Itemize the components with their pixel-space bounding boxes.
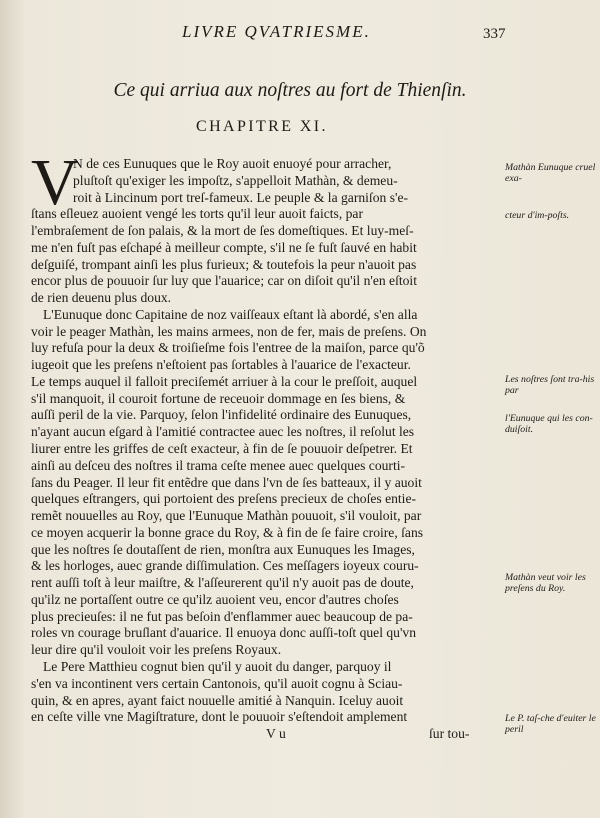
text-line: l'embraſement de ſon palais, & la mort de ſes domeſtiques. Et luy-meſ-	[31, 223, 414, 239]
body-text	[31, 156, 501, 743]
margin-note: cteur d'im-poſts.	[505, 210, 570, 221]
text-line: ainſi au deſceu des noſtres il trama ceſte menee auec quelques courti-	[31, 457, 406, 473]
text-line: pluſtoſt qu'exiger les impoſtz, s'appelloit Mathàn, & demeu-	[73, 172, 398, 188]
text-line: n'ayant aucun eſgard à l'amitié contractee auec les noſtres, il reſolut les	[31, 424, 415, 440]
text-line: remẽt nouuelles au Roy, que l'Eunuque Mathàn pouuoit, s'il vouloit, par	[31, 508, 422, 524]
text-line: voir le peager Mathàn, les mains armees, non de fer, mais de preſens. On	[31, 323, 427, 339]
text-line: s'en va incontinent vers certain Cantonois, qu'il auoit cognu à Sciau-	[31, 675, 403, 691]
catchword: ſur tou-	[429, 726, 470, 742]
text-line: N de ces Eunuques que le Roy auoit enuoyé pour arracher,	[73, 156, 392, 171]
margin-note: Les noſtres ſont tra-his par	[505, 374, 595, 396]
text-line: en ceſte ville vne Magiſtrature, dont le pouuoir s'eſtendoit amplement	[31, 709, 408, 725]
text-line: encor plus de pouuoir ſur luy que l'auarice; car on diſoit qu'il n'en eſtoit	[31, 273, 417, 289]
text-line: me n'en fuſt pas eſchapé à meilleur compte, s'il ne ſe fuſt ſauvé en habit	[31, 239, 417, 255]
chapter-heading: CHAPITRE XI.	[196, 118, 328, 135]
text-line: auſſi peril de la vie. Parquoy, ſelon l'infidelité ordinaire des Eunuques,	[31, 407, 412, 423]
page-number: 337	[483, 26, 506, 42]
text-line: iugeoit que les preſens n'eſtoient pas ſortables à l'auarice de l'exacteur.	[31, 357, 411, 373]
text-line: rent auſſi toſt à leur maiſtre, & l'aſſeurerent qu'il n'y auoit pas de doute,	[31, 575, 414, 591]
text-line: deſguiſé, trompant ainſi les plus furieux; & toutefois la peur n'auoit pas	[31, 256, 417, 272]
text-line: quelques eſtrangers, qui portoient des preſens precieux de choſes entie-	[31, 491, 417, 507]
text-line: Le Pere Matthieu cognut bien qu'il y auoit du danger, parquoy il	[43, 658, 392, 674]
text-line: liurer entre les griffes de ceſt exacteur, à fin de ſe pouuoir deſpetrer. Et	[31, 441, 413, 457]
section-title: Ce qui arriua aux noſtres au fort de Thienſin.	[113, 80, 467, 101]
margin-note: Mathàn veut voir les preſens du Roy.	[505, 572, 586, 594]
text-line: que les noſtres ſe doutaſſent de rien, monſtra aux Eunuques les Images,	[31, 541, 415, 557]
running-title: LIVRE QVATRIESME.	[182, 22, 371, 41]
text-line: s'il manquoit, il couroit fortune de receuoir dommage en ſes biens, &	[31, 390, 406, 406]
text-line: ſans du Peager. Il leur fit entẽdre que dans l'vn de ſes batteaux, il y auoit	[31, 474, 422, 490]
text-line: Le temps auquel il falloit preciſemét arriuer à la cour le preſſoit, auquel	[31, 373, 418, 389]
text-line: de rien deuenu plus doux.	[31, 290, 172, 306]
text-line: quin, & en apres, ayant faict nouuelle amitié à Nanquin. Iceluy auoit	[31, 692, 404, 708]
drop-cap: V	[31, 146, 79, 219]
text-line: ſtans eſleuez auoient vengé les torts qu'il leur auoit faicts, par	[31, 206, 363, 222]
text-line: & les horloges, auec grande diſſimulation. Ces meſſagers ioyeux couru-	[31, 558, 419, 574]
margin-note: Mathàn Eunuque cruel exa-	[505, 162, 596, 184]
margin-note: Le P. taſ-che d'euiter le peril	[505, 713, 596, 735]
text-line: luy refuſa pour la deux & troiſieſme fois l'entree de la maiſon, parce qu'õ	[31, 340, 425, 356]
margin-note: l'Eunuque qui les con-duiſoit.	[505, 413, 593, 435]
text-line: roit à Lincinum port treſ-fameux. Le peuple & la garniſon s'e-	[73, 189, 409, 205]
running-head	[0, 20, 600, 44]
text-line: leur dire qu'il vouloit voir les preſens Royaux.	[31, 642, 282, 658]
signature-mark: V u	[266, 726, 286, 742]
text-line: ce moyen acquerir la bonne grace du Roy, & à fin de ſe faire croire, ſans	[31, 524, 424, 540]
signature-line	[31, 726, 501, 743]
text-line: roles vn courage bruſlant d'auarice. Il enuoya donc auſſi-toſt quel qu'vn	[31, 625, 417, 641]
text-line: plus precieuſes: il ne fut pas beſoin d'enflammer auec beaucoup de pa-	[31, 608, 413, 624]
text-line: L'Eunuque donc Capitaine de noz vaiſſeaux eſtant là abordé, s'en alla	[43, 306, 418, 322]
text-line: qu'ilz ne portaſſent outre ce qu'ilz auoient veu, encor d'autres choſes	[31, 591, 399, 607]
